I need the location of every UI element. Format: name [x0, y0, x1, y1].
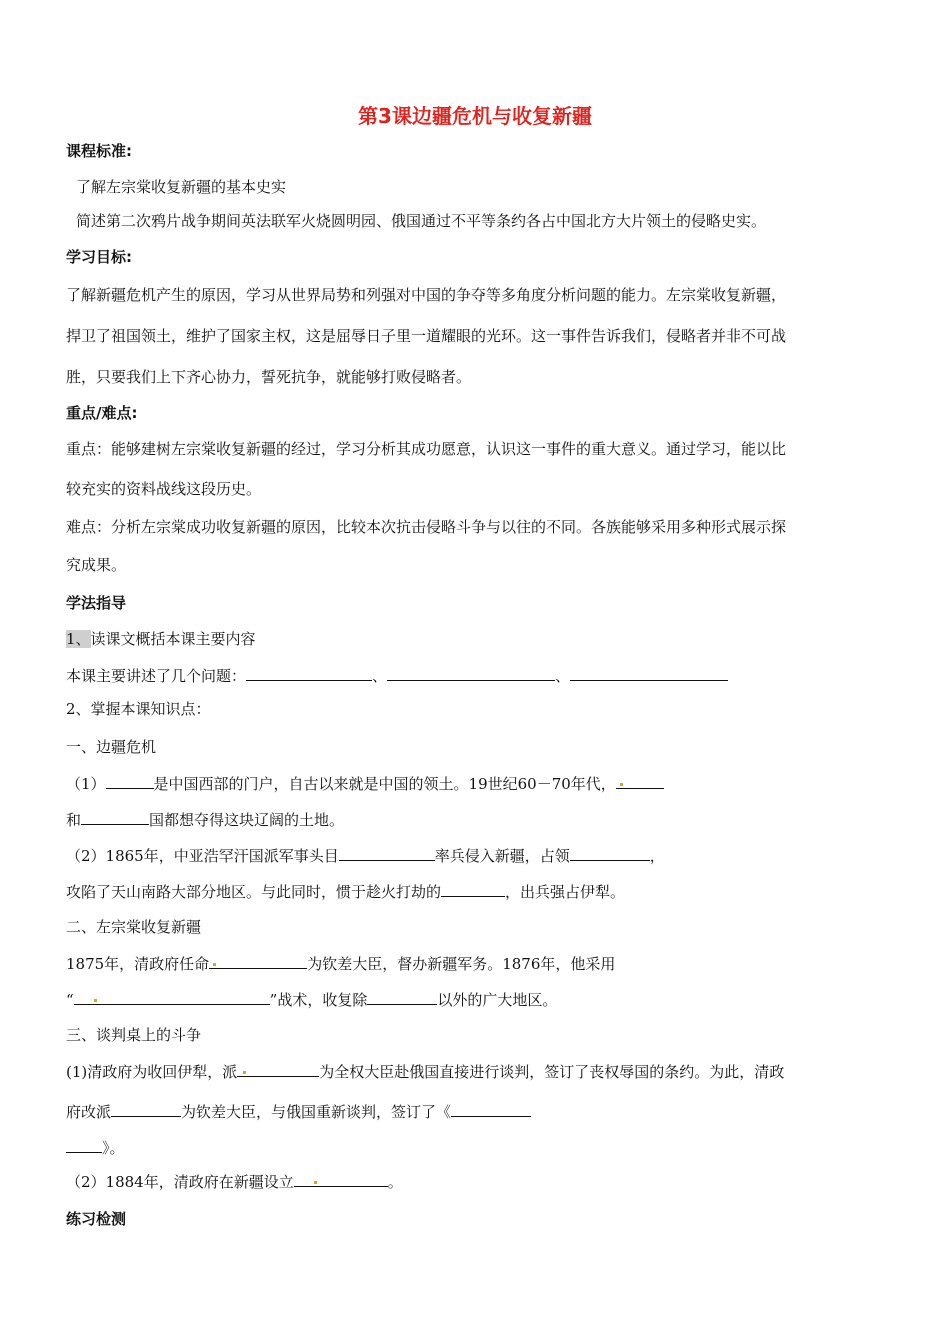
- sentence-text: 国都想夺得这块辽阔的土地。: [149, 811, 345, 829]
- separator: 、: [555, 667, 571, 685]
- main-questions-label: 本课主要讲述了几个问题：: [66, 667, 247, 685]
- sentence-text: 攻陷了天山南路大部分地区。与此同时，惯于趁火打劫的: [66, 883, 442, 901]
- part-1-line-4: [66, 880, 625, 902]
- answer-blank[interactable]: [616, 772, 664, 789]
- answer-blank[interactable]: [237, 1060, 319, 1077]
- sentence-text: 和: [66, 811, 82, 829]
- part-3-line-4: [66, 1170, 403, 1192]
- sentence-text: （2）1884年，清政府在新疆设立: [66, 1173, 294, 1191]
- part-1-line-2: [66, 808, 344, 830]
- key-line-2: 较充实的资料战线这段历史。: [66, 480, 262, 498]
- answer-blank[interactable]: [111, 1100, 181, 1117]
- key-heading: 重点/难点:: [66, 404, 138, 422]
- answer-blank[interactable]: [294, 1170, 388, 1187]
- answer-blank[interactable]: [246, 664, 372, 681]
- key-line-1: 重点：能够建树左宗棠收复新疆的经过，学习分析其成功愿意，认识这一事件的重大意义。通过学习，能以比: [66, 440, 787, 458]
- sentence-text: 为全权大臣赴俄国直接进行谈判，签订了丧权辱国的条约。为此，清政: [319, 1063, 785, 1081]
- goal-line-3: 胜，只要我们上下齐心协力，誓死抗争，就能够打败侵略者。: [66, 368, 472, 386]
- answer-blank[interactable]: [367, 988, 437, 1005]
- sentence-text: 为钦差大臣，督办新疆军务。1876年，他采用: [307, 955, 616, 973]
- part-1-line-1: [66, 772, 664, 794]
- answer-blank[interactable]: [106, 772, 154, 789]
- answer-blank[interactable]: [570, 664, 728, 681]
- goal-heading: 学习目标:: [66, 248, 132, 266]
- goal-line-1: 了解新疆危机产生的原因，学习从世界局势和列强对中国的争夺等多角度分析问题的能力。左宗棠收复新疆，: [66, 286, 787, 304]
- answer-blank[interactable]: [339, 844, 435, 861]
- method-item-1: [66, 628, 256, 649]
- method-item-2: 2、掌握本课知识点：: [66, 700, 211, 718]
- part-3-line-2: [66, 1100, 531, 1122]
- sentence-text: 1875年，清政府任命: [66, 955, 210, 973]
- part-3-line-3: [66, 1136, 125, 1158]
- goal-line-2: 捍卫了祖国领土，维护了国家主权，这是屈辱日子里一道耀眼的光环。这一事件告诉我们，侵略者并非不可战: [66, 327, 787, 345]
- main-questions-line: [66, 664, 728, 686]
- method-item-1-text: 读课文概括本课主要内容: [90, 630, 256, 648]
- difficulty-line-1: 难点：分析左宗棠成功收复新疆的原因，比较本次抗击侵略斗争与以往的不同。各族能够采用多种形式展示探: [66, 518, 787, 536]
- sentence-text: “: [66, 991, 74, 1009]
- method-item-1-number: 1、: [66, 630, 91, 648]
- sentence-text: （2）1865年，中亚浩罕汗国派军事头目: [66, 847, 339, 865]
- sentence-text: 为钦差大臣，与俄国重新谈判，签订了《: [181, 1103, 452, 1121]
- answer-blank[interactable]: [74, 988, 270, 1005]
- answer-blank[interactable]: [451, 1100, 531, 1117]
- separator: 、: [372, 667, 388, 685]
- part-2-line-1: [66, 952, 615, 974]
- page-title: 第3课边疆危机与收复新疆: [358, 104, 592, 128]
- standard-line-1: 了解左宗棠收复新疆的基本史实: [76, 178, 287, 196]
- part-1-line-3: [66, 844, 665, 866]
- part-2-line-2: [66, 988, 557, 1010]
- part-3-line-1: [66, 1060, 784, 1082]
- method-heading: 学法指导: [66, 594, 127, 612]
- sentence-text: 率兵侵入新疆，占领: [434, 847, 570, 865]
- item-number: （1）: [66, 775, 106, 793]
- sentence-text: 以外的广大地区。: [437, 991, 558, 1009]
- sentence-text: 》。: [102, 1139, 125, 1157]
- answer-blank[interactable]: [387, 664, 555, 681]
- sentence-text: 是中国西部的门户，自古以来就是中国的领土。19世纪60－70年代，: [153, 775, 616, 793]
- difficulty-line-2: 究成果。: [66, 556, 127, 574]
- part-1-heading: 一、边疆危机: [66, 738, 157, 756]
- answer-blank[interactable]: [570, 844, 650, 861]
- part-3-heading: 三、谈判桌上的斗争: [66, 1026, 202, 1044]
- standard-heading: 课程标准:: [66, 142, 132, 160]
- sentence-text: 府改派: [66, 1103, 112, 1121]
- practice-heading: 练习检测: [66, 1210, 127, 1228]
- sentence-text: ，出兵强占伊犁。: [505, 883, 626, 901]
- standard-line-2: 简述第二次鸦片战争期间英法联军火烧圆明园、俄国通过不平等条约各占中国北方大片领土的侵略史实。: [76, 212, 767, 230]
- answer-blank[interactable]: [66, 1136, 102, 1153]
- answer-blank[interactable]: [441, 880, 505, 897]
- sentence-text: ”战术，收复除: [269, 991, 368, 1009]
- answer-blank[interactable]: [209, 952, 307, 969]
- part-2-heading: 二、左宗棠收复新疆: [66, 918, 202, 936]
- answer-blank[interactable]: [81, 808, 149, 825]
- sentence-text: (1)清政府为收回伊犁，派: [66, 1063, 238, 1081]
- sentence-text: ，: [649, 847, 665, 865]
- sentence-text: 。: [387, 1173, 403, 1191]
